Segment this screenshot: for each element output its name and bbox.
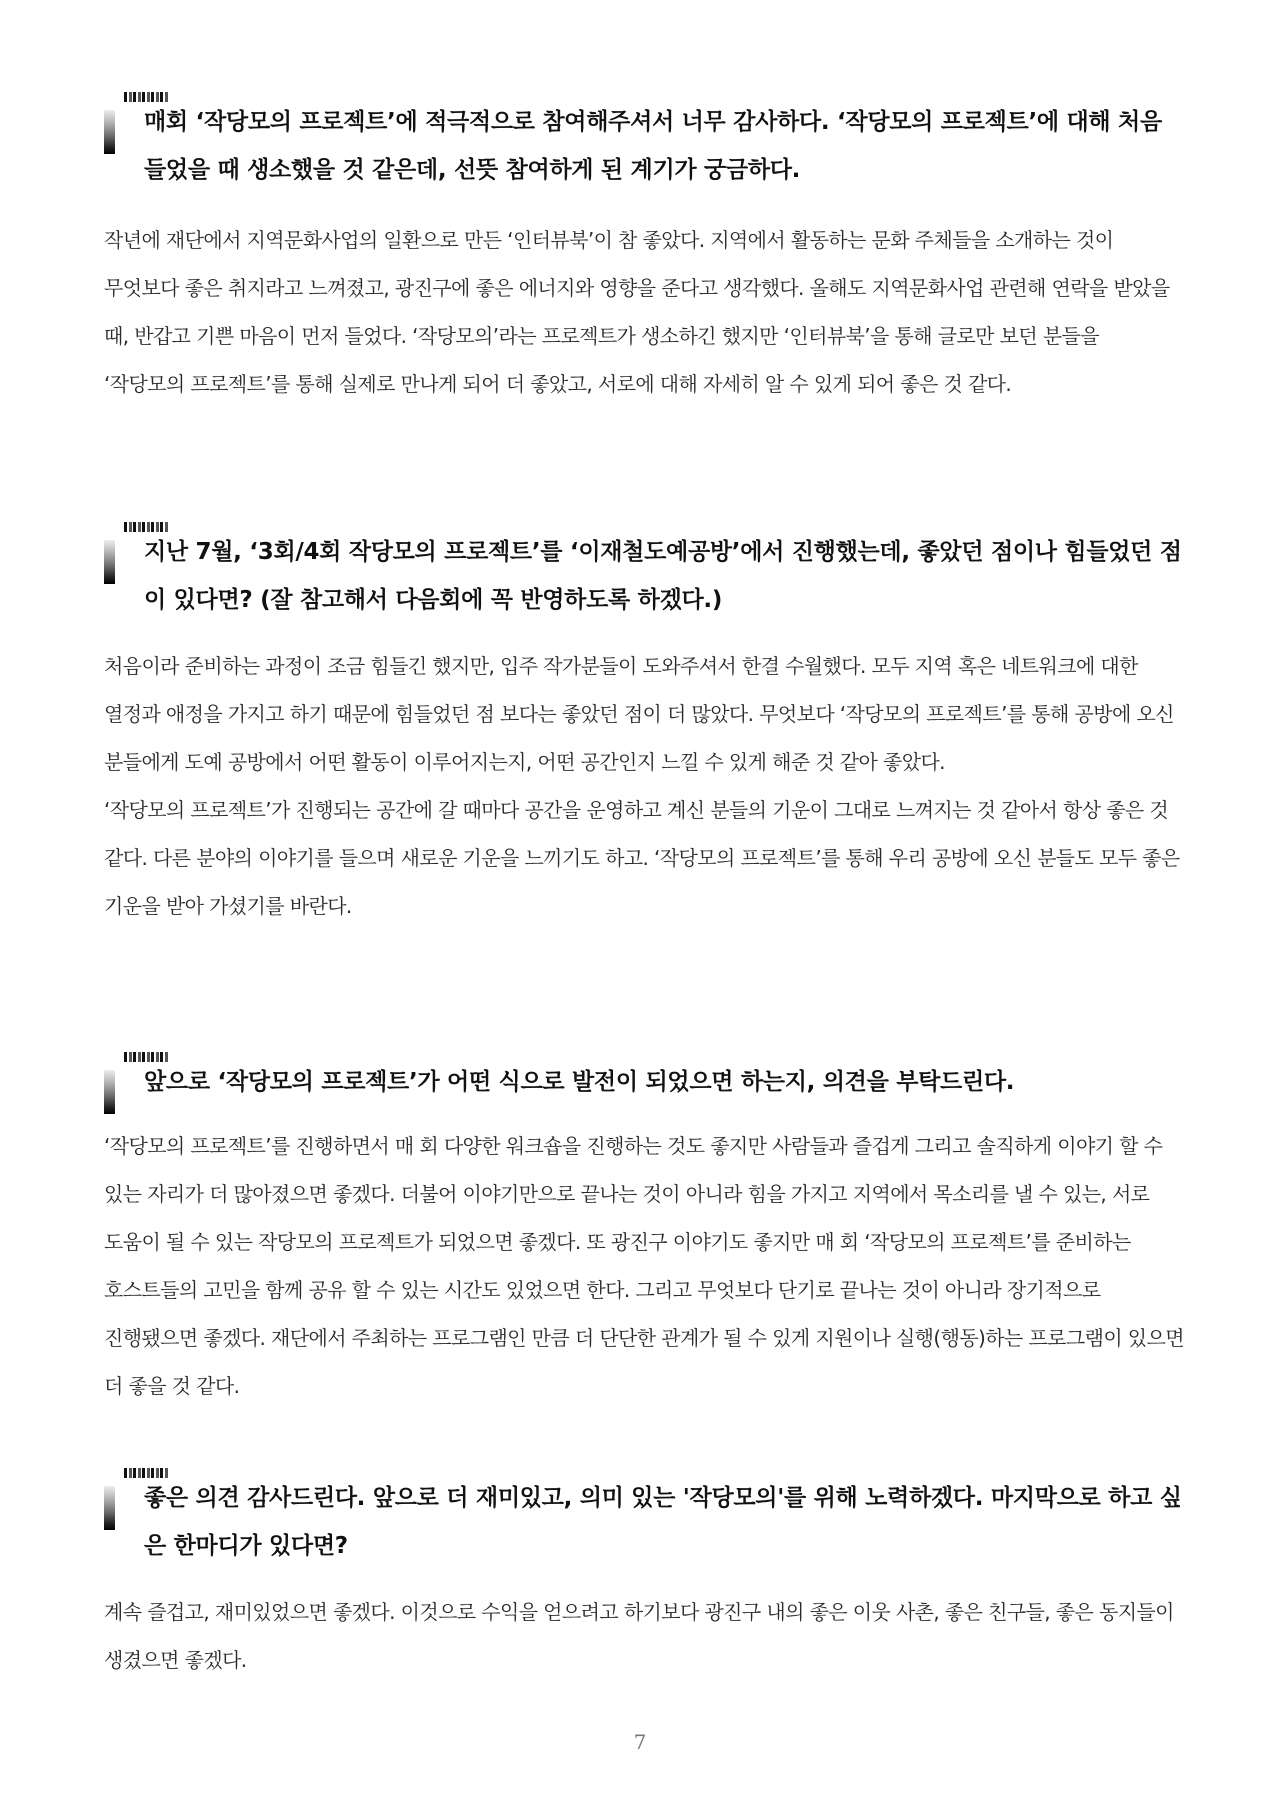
question-block [104, 1468, 1184, 1570]
qa-section [104, 1468, 1184, 1684]
question-block [104, 522, 1184, 624]
answer-paragraph: ‘작당모의 프로젝트’를 진행하면서 매 회 다양한 워크숍을 진행하는 것도 좋지만 사람들과 즐겁게 그리고 솔직하게 이야기 할 수 있는 자리가 더 많아졌으면 좋겠다. 더불어 이야기만으로 끝나는 것이 아니라 힘을 가지고 지역에서 목소리를 낼 수 있는, 서로 도움이 될 수 있는 작당모의 프로젝트가 되었으면 좋겠다. 또 광진구 이야기도 좋지만 매 회 ‘작당모의 프로젝트’를 준비하는 호스트들의 고민을 함께 공유 할 수 있는 시간도 있었으면 한다. 그리고 무엇보다 단기로 끝나는 것이 아니라 장기적으로 진행됐으면 좋겠다. 재단에서 주최하는 프로그램인 만큼 더 단단한 관계가 될 수 있게 지원이나 실행(행동)하는 프로그램이 있으면 더 좋을 것 같다. [104, 1134, 1184, 1398]
answer-block [104, 1588, 1184, 1684]
answer-paragraph: 계속 즐겁고, 재미있었으면 좋겠다. 이것으로 수익을 얻으려고 하기보다 광진구 내의 좋은 이웃 사촌, 좋은 친구들, 좋은 동지들이 생겼으면 좋겠다. [104, 1600, 1174, 1672]
qa-section [104, 1052, 1184, 1410]
question-block [104, 1052, 1184, 1106]
question-text: 지난 7월, ‘3회/4회 작당모의 프로젝트’를 ‘이재철도예공방’에서 진행했는데, 좋았던 점이나 힘들었던 점이 있다면? (잘 참고해서 다음회에 꼭 반영하도록 하겠다.) [144, 539, 1182, 613]
answer-paragraph: ‘작당모의 프로젝트’가 진행되는 공간에 갈 때마다 공간을 운영하고 계신 분들의 기운이 그대로 느껴지는 것 같아서 항상 좋은 것 같다. 다른 분야의 이야기를 들으며 새로운 기운을 느끼기도 하고. ‘작당모의 프로젝트’를 통해 우리 공방에 오신 분들도 모두 좋은 기운을 받아 가셨기를 바란다. [104, 798, 1180, 918]
answer-block [104, 642, 1184, 930]
answer-paragraph: 처음이라 준비하는 과정이 조금 힘들긴 했지만, 입주 작가분들이 도와주셔서 한결 수월했다. 모두 지역 혹은 네트워크에 대한 열정과 애정을 가지고 하기 때문에 힘들었던 점 보다는 좋았던 점이 더 많았다. 무엇보다 ‘작당모의 프로젝트’를 통해 공방에 오신 분들에게 도예 공방에서 어떤 활동이 이루어지는지, 어떤 공간인지 느낄 수 있게 해준 것 같아 좋았다. [104, 654, 1174, 774]
section-marker-icon [104, 92, 174, 162]
section-marker-icon [104, 1468, 174, 1538]
answer-block [104, 1122, 1184, 1410]
answer-paragraph: 작년에 재단에서 지역문화사업의 일환으로 만든 ‘인터뷰북’이 참 좋았다. 지역에서 활동하는 문화 주체들을 소개하는 것이 무엇보다 좋은 취지라고 느껴졌고, 광진구에 좋은 에너지와 영향을 준다고 생각했다. 올해도 지역문화사업 관련해 연락을 받았을 때, 반갑고 기쁜 마음이 먼저 들었다. ‘작당모의’라는 프로젝트가 생소하긴 했지만 ‘인터뷰북’을 통해 글로만 보던 분들을 ‘작당모의 프로젝트’를 통해 실제로 만나게 되어 더 좋았고, 서로에 대해 자세히 알 수 있게 되어 좋은 것 같다. [104, 228, 1170, 396]
qa-section [104, 522, 1184, 930]
page-number: 7 [633, 1730, 647, 1754]
section-marker-icon [104, 1052, 174, 1122]
qa-section [104, 92, 1184, 408]
section-marker-icon [104, 522, 174, 592]
question-text: 앞으로 ‘작당모의 프로젝트’가 어떤 식으로 발전이 되었으면 하는지, 의견을 부탁드린다. [144, 1069, 1015, 1095]
question-text: 좋은 의견 감사드린다. 앞으로 더 재미있고, 의미 있는 '작당모의'를 위해 노력하겠다. 마지막으로 하고 싶은 한마디가 있다면? [144, 1485, 1182, 1559]
question-block [104, 92, 1184, 194]
question-text: 매회 ‘작당모의 프로젝트’에 적극적으로 참여해주셔서 너무 감사하다. ‘작당모의 프로젝트’에 대해 처음 들었을 때 생소했을 것 같은데, 선뜻 참여하게 된 계기가 궁금하다. [144, 109, 1162, 183]
answer-block [104, 216, 1184, 408]
